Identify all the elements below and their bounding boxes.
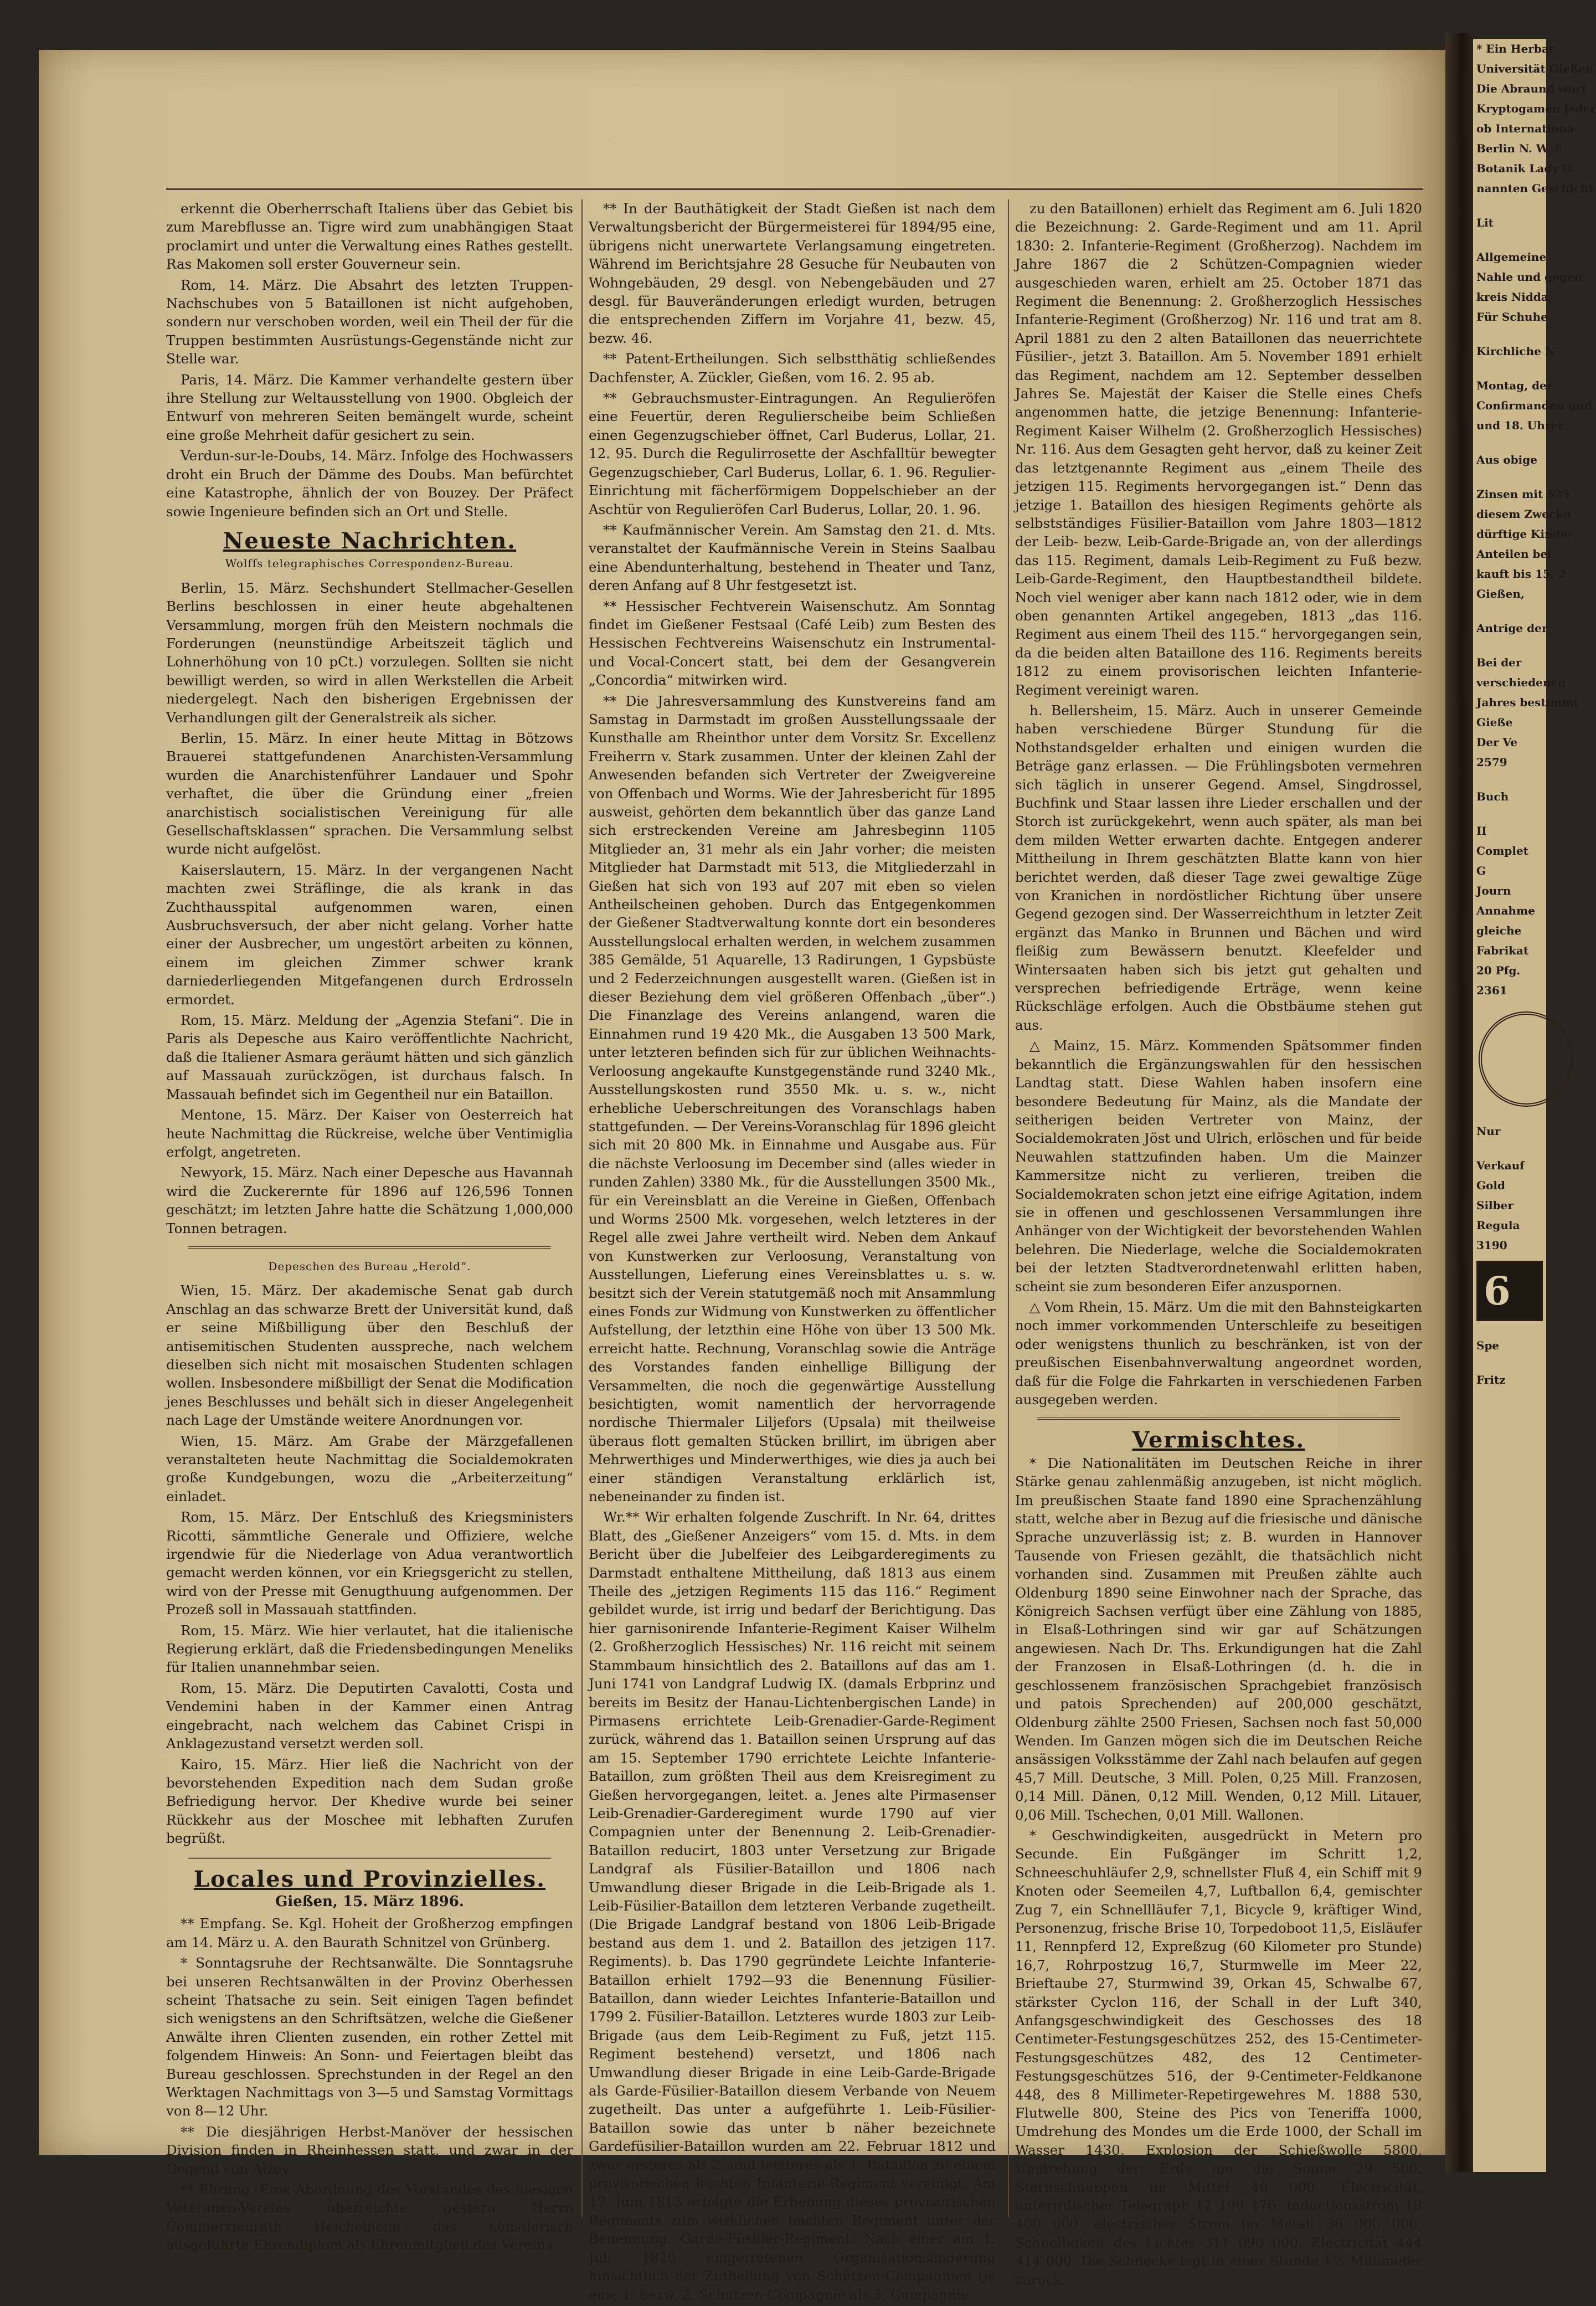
header-rule <box>166 188 1423 190</box>
adjacent-page-text: Zinsen mit 525 <box>1476 487 1570 501</box>
adjacent-page-text: Berlin N. W. 6 <box>1476 142 1562 155</box>
adjacent-page-text: Anteilen bei <box>1476 547 1552 561</box>
article-paragraph: Wr.** Wir erhalten folgende Zuschrift. In Nr. 64, drittes Blatt, des „Gießener Anzeigers“ vom 15. d. Mts. in dem Bericht über die Jubelfeier des Leibgarderegiments zu Darmstadt enthaltene Mittheilung, daß 1813 aus einem Theile des „jetzigen Regiments 115 das 116.“ Regiment gebildet wurde, ist irrig und bedarf der Berichtigung. Das hier garnisonirende Infanterie-Regiment Kaiser Wilhelm (2. Großherzoglich Hessisches) Nr. 116 reicht mit seinem Stammbaum hinsichtlich des 2. Bataillons auf das am 1. Juni 1741 von Landgraf Ludwig IX. (damals Erbprinz und bereits im Besitz der Hanau-Lichtenbergischen Lande) in Pirmasens errichtete Leib-Grenadier-Garde-Regiment zurück, während das 1. Bataillon seinen Ursprung auf das am 15. September 1790 errichtete Leichte Infanterie-Bataillon, zum größten Theil aus dem Kreisregiment zu Gießen hervorgegangen, leitet. a. Jenes alte Pirmasenser Leib-Grenadier-Garderegiment wurde 1790 auf vier Compagnien unter der Benennung 2. Leib-Grenadier-Bataillon reducirt, 1803 unter Versetzung zur Brigade Landgraf als Füsilier-Bataillon und 1806 nach Umwandlung dieser Brigade in die Leib-Brigade als 1. Leib-Füsilier-Bataillon dem letzteren Verbande zugetheilt. (Die Brigade Landgraf bestand von 1806 Leib-Brigade bestand aus dem 1. und 2. Bataillon des jetzigen 117. Regiments). b. Das 1790 gegründete Leichte Infanterie-Bataillon erhielt 1792—93 die Benennung Füsilier-Bataillon, dann wieder Leichtes Infanterie-Bataillon und 1799 2. Füsilier-Bataillon. Letzteres wurde 1803 zur Leib-Brigade (aus dem Leib-Regiment zu Fuß, jetzt 115. Regiment bestehend) versetzt, und 1806 nach Umwandlung dieser Brigade in eine Leib-Garde-Brigade als Garde-Füsilier-Bataillon diesem Verbande von Neuem zugetheilt. Das unter a aufgeführte 1. Leib-Füsilier-Bataillon sowie das unter b näher bezeichnete Gardefüsilier-Bataillon wurden am 22. Februar 1812 und zwar ersteres als 2. und letzteres als 1. Bataillon zu einem provisorischen leichten Infanterie-Regiment vereinigt. Am 17. Juni 1813 erfolgte die Erhebung dieses provisorischen Regiments zum wirklichen leichten Regiment unter der Benennung: Garde-Füsilier-Regiment. Nach einer am 1. Juli 1820 eingetretenen Organisationsänderung hinsichtlich der Zutheilung von Schützen-Compagnien (je eine 1. bezw. 2. Schützen-Compagnie als 5. Compagnie <box>589 1509 996 2303</box>
adjacent-page-text: nannten Geschicht <box>1476 182 1594 195</box>
article-paragraph: * Geschwindigkeiten, ausgedrückt in Metern pro Secunde. Ein Fußgänger im Schritt 1,2, Schneeschuhläufer 2,9, schnellster Fluß 4, ein Schiff mit 9 Knoten oder Seemeilen 4,7, Luftballon 6,4, gemischter Zug 7, ein Schnellläufer 7,1, Bicycle 9, kräftiger Wind, Personenzug, frische Brise 10, Torpedoboot 11,5, Eisläufer 11, Rennpferd 12, Expreßzug (60 Kilometer pro Stunde) 16,7, Rohrpostzug 16,7, Sturmwelle im Meer 22, Brieftaube 27, Sturmwind 39, Orkan 45, Schwalbe 67, stärkster Cyclon 116, der Schall in der Luft 340, Anfangsgeschwindigkeit des Geschosses des 18 Centimeter-Festungsgeschützes 252, des 15-Centimeter-Festungsgeschützes 482, des 12 Centimeter-Festungsgeschützes 516, der 9-Centimeter-Feldkanone 448, des 8 Millimeter-Repetirgewehres M. 1888 530, Flutwelle 800, Steine des Pics von Teneriffa 1000, Umdrehung des Mondes um die Erde 1000, der Schall im Wasser 1430, Explosion der Schießwolle 5800, Umdrehung der Erde um die Sonne 29 500, Sternschnuppen im Mittel 40 000, Electricität, unterirdischer Telegraph 12 190 476, Inductionsstrom 18 400 000, electrischer Strom im Metall 36 000 000, Schnelligkeit des Lichtes 311 090 000, Electricität 444 414 000. Die Schnecke legt in einer Stunde 1½ Millimeter zurück. <box>1015 1827 1422 2288</box>
adjacent-page-text: Jahres bestimmt <box>1476 696 1579 709</box>
column-rule <box>581 199 583 2217</box>
adjacent-page-text: 20 Pfg. <box>1476 964 1521 977</box>
adjacent-page-text: Antrige der <box>1476 622 1548 635</box>
adjacent-page-text: II <box>1476 824 1487 838</box>
adjacent-page-text: Fritz <box>1476 1373 1506 1386</box>
adjacent-page-text: Verkauf <box>1476 1159 1525 1172</box>
adjacent-page-text: Für Schuhe <box>1476 310 1548 323</box>
adjacent-page-text: Nur <box>1476 1124 1501 1138</box>
section-heading: Locales und Provinzielles. <box>193 1866 546 1892</box>
adjacent-page-text: 3190 <box>1476 1239 1507 1252</box>
article-paragraph: Rom, 15. März. Meldung der „Agenzia Stefani“. Die in Paris als Depesche aus Kairo veröffentlichte Nachricht, daß die Italiener Asmara geräumt hätten und sich gänzlich auf Massauah zurückzögen, ist durchaus falsch. In Massauah befindet sich im Gegentheil nur ein Bataillon. <box>166 1012 573 1102</box>
article-paragraph: ** Gebrauchsmuster-Eintragungen. An Regulieröfen eine Feuertür, deren Regulierscheibe beim Schließen einen Gegenzugschieber öffnet, Carl Buderus, Lollar, 21. 12. 95. Durch die Regulirrosette der Aschfalltür bewegter Gegenzugschieber, Carl Buderus, Lollar, 6. 1. 96. Regulier-Einrichtung mit fächerförmigem Doppelschieber an der Aschtür von Regulieröfen Carl Buderus, Lollar, 20. 1. 96. <box>589 390 996 517</box>
adjacent-page-text: Allgemeine <box>1476 250 1547 264</box>
section-subheading: Wolffs telegraphisches Correspondenz-Bureau. <box>225 557 514 571</box>
adjacent-page-text: Aus obige <box>1476 453 1537 466</box>
adjacent-page-text: ob Internationa <box>1476 122 1574 135</box>
article-paragraph: * Die Nationalitäten im Deutschen Reiche in ihrer Stärke genau zahlenmäßig anzugeben, ist nicht möglich. Im preußischen Staate fand 1890 eine Sprachenzählung statt, welche aber in Bezug auf die friesische und dänische Sprache unzuverlässig ist; z. B. wurden in Hannover Tausende von Friesen gezählt, die thatsächlich nicht vorhanden sind. Zusammen mit Preußen zählte auch Oldenburg 1890 seine Einwohner nach der Sprache, das Königreich Sachsen verfügt über eine Zählung von 1885, in Elsaß-Lothringen sind wir gar auf Schätzungen angewiesen. Nach Dr. Ths. Erkundigungen hat die Zahl der Franzosen in Elsaß-Lothringen (d. h. die in geschlossenem französischen Sprachgebiet französisch und patois Sprechenden) auf 200,000 geschätzt, Oldenburg zählte 2500 Friesen, Sachsen noch fast 50,000 Wenden. Im Ganzen mögen sich die im Deutschen Reiche ansässigen Volksstämme der Zahl nach belaufen auf gegen 45,7 Mill. Deutsche, 3 Mill. Polen, 0,25 Mill. Franzosen, 0,14 Mill. Dänen, 0,12 Mill. Wenden, 0,12 Mill. Litauer, 0,06 Mill. Tschechen, 0,01 Mill. Wallonen. <box>1015 1455 1422 1823</box>
adjacent-page-text: Bei der <box>1476 656 1522 669</box>
section-heading: Neueste Nachrichten. <box>223 527 517 554</box>
adjacent-page-text: diesem Zwecke <box>1476 507 1571 521</box>
article-paragraph: ** In der Bauthätigkeit der Stadt Gießen ist nach dem Verwaltungsbericht der Bürgermeisterei für 1894/95 eine, übrigens nicht unerwartete Verlangsamung eingetreten. Während im Berichtsjahre 28 Gesuche für Neubauten von Wohngebäuden, 29 desgl. von Nebengebäuden und 27 desgl. für Bauveränderungen erledigt wurden, betrugen die entsprechenden Ziffern im Vorjahre 41, bezw. 45, bezw. 46. <box>589 201 996 346</box>
article-paragraph: Rom, 15. März. Wie hier verlautet, hat die italienische Regierung erklärt, daß die Friedensbedingungen Meneliks für Italien unannehmbar seien. <box>166 1622 573 1676</box>
article-paragraph: Wien, 15. März. Am Grabe der Märzgefallenen veranstalteten heute Nachmittag die Socialdemokraten große Kundgebungen, wozu die „Arbeiterzeitung“ einladet. <box>166 1432 573 1504</box>
article-paragraph: Rom, 15. März. Der Entschluß des Kriegsministers Ricotti, sämmtliche Generale und Offiziere, welche irgendwie für die Niederlage von Adua verantwortlich gemacht werden können, vor ein Kriegsgericht zu stellen, wird von der Presse mit Genugthuung aufgenommen. Der Prozeß soll in Massauah stattfinden. <box>166 1509 573 1618</box>
section-subheading: Depeschen des Bureau „Herold“. <box>268 1259 471 1273</box>
article-paragraph: ** Ehrung. Eine Abordnung des Vorstandes des hiesigen Veteranen-Vereins überreichte gestern Herrn Commerzienrath Heichelheim das künstlerisch ausgeführte Ehrendiplom als Ehrenmitglied des Vereins. <box>166 2181 573 2253</box>
adjacent-page-text: Die Abraund wurf <box>1476 82 1587 95</box>
article-paragraph: Paris, 14. März. Die Kammer verhandelte gestern über ihre Stellung zur Weltausstellung von 1900. Obgleich der Entwurf von mehreren Seiten bemängelt wurde, scheint eine große Mehrheit dafür gesichert zu sein. <box>166 371 573 443</box>
article-paragraph: ** Die Jahresversammlung des Kunstvereins fand am Samstag in Darmstadt im großen Ausstellungssaale der Kunsthalle am Rheinthor unter dem Vorsitz Sr. Excellenz Freiherrn v. Stark zusammen. Unter der kleinen Zahl der Anwesenden befanden sich Vertreter der Zweigvereine von Offenbach und Worms. Wie der Jahresbericht für 1895 ausweist, gehörten dem bekanntlich über das ganze Land sich erstreckenden Vereine am Jahresbeginn 1105 Mitglieder an, 31 mehr als ein Jahr vorher; die meisten Mitglieder hat Darmstadt mit 513, die Mitgliederzahl in Gießen hat sich von 193 auf 207 mit eben so vielen Antheilscheinen gehoben. Durch das Entgegenkommen der Gießener Stadtverwaltung konnte dort ein besonderes Ausstellungslocal erhalten werden, in welchem zusammen 385 Gemälde, 51 Aquarelle, 13 Radirungen, 1 Gypsbüste und 2 Federzeichnungen ausgestellt waren. (Gießen ist in dieser Beziehung dem viel größeren Offenbach „über“.) Die Finanzlage des Vereins anlangend, waren die Einnahmen rund 19 420 Mk., die Ausgaben 13 500 Mark, unter letzteren befinden sich für zur üblichen Weihnachts-Verloosung angekaufte Kunstgegenstände rund 3240 Mk., Ausstellungskosten rund 3550 Mk. u. s. w., nicht erhebliche Ueberschreitungen des Voranschlags haben stattgefunden. — Der Vereins-Voranschlag für 1896 gleicht sich mit 20 800 Mk. in Einnahme und Ausgabe aus. Für die nächste Verloosung im December sind (alles wieder in runden Zahlen) 3380 Mk., für die Ausstellungen 3500 Mk., für ein Vereinsblatt an die Vereine in Gießen, Offenbach und Worms 2500 Mk. vorgesehen, welch letzteres in der Regel alle zwei Jahre vertheilt wird. Neben dem Ankauf von Kunstwerken zur Verloosung, Veranstaltung von Ausstellungen, Lieferung eines Vereinsblattes u. s. w. besitzt sich der Verein statutgemäß noch mit Ansammlung eines Fonds zur Widmung von Kunstwerken zu öffentlicher Aufstellung, der letzthin eine Höhe von über 13 500 Mk. erreicht hatte. Rechnung, Voranschlag sowie die Anträge des Vorstandes fanden einhellige Billigung der Versammelten, die noch die gegenwärtige Ausstellung besichtigten, womit namentlich der hervorragende nordische Thiermaler Liljefors (Upsala) mit theilweise überaus flott gemalten Stücken brillirt, im übrigen aber Mehrwerthiges und Minderwerthiges, wie dies ja auch bei einer ständigen Veranstaltung erklärlich ist, nebeneinander zu finden ist. <box>589 692 996 1505</box>
binding-gutter <box>1445 33 1473 2172</box>
adjacent-page-text: Montag, der <box>1476 379 1553 392</box>
adjacent-page-text: Lit <box>1476 216 1494 229</box>
dateline: Gießen, 15. März 1896. <box>275 1893 464 1910</box>
adjacent-page-text: verschiedenen <box>1476 676 1566 689</box>
adjacent-page-text: kreis Nidda, <box>1476 290 1552 304</box>
adjacent-page-text: Fabrikat <box>1476 944 1529 957</box>
separator-rule <box>1037 1418 1400 1420</box>
adjacent-page-text: gleiche <box>1476 924 1522 937</box>
adjacent-page-text: Journ <box>1476 884 1511 897</box>
adjacent-page-text: Spe <box>1476 1339 1500 1352</box>
article-paragraph: Berlin, 15. März. In einer heute Mittag in Bötzows Brauerei stattgefundenen Anarchisten-Versammlung wurden die Anarchistenführer Landauer und Spohr verhaftet, die über die Gründung einer „freien anarchistisch socialistischen Vereinigung für alle Gesellschaftsklassen“ sprachen. Die Versammlung selbst wurde nicht aufgelöst. <box>166 730 573 857</box>
adjacent-page-text: Confirmanden und <box>1476 399 1592 412</box>
adjacent-page-text: Botanik Lady D. <box>1476 162 1576 175</box>
advertisement-block: 6 <box>1476 1261 1543 1321</box>
adjacent-page-text: kauft bis 15. 2 <box>1476 567 1566 581</box>
adjacent-page-text: 2361 <box>1476 984 1507 997</box>
article-paragraph: ** Patent-Ertheilungen. Sich selbstthätig schließendes Dachfenster, A. Zückler, Gießen, vom 16. 2. 95 ab. <box>589 351 996 386</box>
article-paragraph: ** Kaufmännischer Verein. Am Samstag den 21. d. Mts. veranstaltet der Kaufmännische Verein in Steins Saalbau eine Abendunterhaltung, bestehend in Theater und Tanz, deren Anfang auf 8 Uhr festgesetzt ist. <box>589 521 996 594</box>
adjacent-page-text: Universität Gießen <box>1476 62 1594 75</box>
article-paragraph: Kaiserslautern, 15. März. In der vergangenen Nacht machten zwei Sträflinge, die als krank in das Zuchthausspital aufgenommen waren, einen Ausbruchsversuch, der aber nicht gelang. Vorher hatte einer der Ausbrecher, um ungestört arbeiten zu können, einem im gleichen Zimmer schwer krank darniederliegenden Mitgefangenen durch Erdrosseln ermordet. <box>166 861 573 1008</box>
column-3 <box>1015 199 1422 2291</box>
article-paragraph: Kairo, 15. März. Hier ließ die Nachricht von der bevorstehenden Expedition nach dem Sudan große Befriedigung hervor. Der Khedive wurde bei seiner Rückkehr aus der Moschee mit lebhaften Zurufen begrüßt. <box>166 1756 573 1847</box>
adjacent-page-text: Kirchliche N <box>1476 345 1556 358</box>
adjacent-page-text: und 18. Uhrer <box>1476 419 1564 432</box>
adjacent-page-text: Complet <box>1476 844 1528 857</box>
article-paragraph: Rom, 14. März. Die Absahrt des letzten Truppen-Nachschubes von 5 Bataillonen ist nicht aufgehoben, sondern nur verschoben worden, weil ein Theil der für die Truppen bestimmten Ausrüstungs-Gegenstände nicht zur Stelle war. <box>166 276 573 367</box>
article-paragraph: Newyork, 15. März. Nach einer Depesche aus Havannah wird die Zuckerernte für 1896 auf 126,596 Tonnen geschätzt; im letzten Jahre hatte die Schätzung 1,000,000 Tonnen betragen. <box>166 1164 573 1236</box>
article-paragraph: ** Die diesjährigen Herbst-Manöver der hessischen Division finden in Rheinhessen statt, und zwar in der Gegend von Alzey. <box>166 2123 573 2177</box>
column-1 <box>166 199 573 2257</box>
adjacent-page-text: G <box>1476 864 1486 877</box>
adjacent-page-text: Nahle und gegen <box>1476 270 1583 284</box>
article-paragraph: △ Vom Rhein, 15. März. Um die mit den Bahnsteigkarten noch immer vorkommenden Unterschleife zu beseitigen oder wenigstens thunlich zu beschränken, ist von der preußischen Eisenbahnverwaltung angeordnet worden, daß für die Folge die Fahrkarten in verschiedenen Farben ausgegeben werden. <box>1015 1298 1422 1408</box>
adjacent-page-text: Annahme <box>1476 904 1535 917</box>
separator-rule <box>188 1857 551 1859</box>
article-paragraph: erkennt die Oberherrschaft Italiens über das Gebiet bis zum Marebflusse an. Tigre wird zum unabhängigen Staat proclamirt und unter die Verwaltung eines Rathes gestellt. Ras Makomen soll erster Gouverneur sein. <box>166 201 573 273</box>
adjacent-page-text: Regula <box>1476 1219 1520 1232</box>
article-paragraph: ** Empfang. Se. Kgl. Hoheit der Großherzog empfingen am 14. März u. A. den Baurath Schnitzel von Grünberg. <box>166 1915 573 1950</box>
adjacent-page-text: Silber <box>1476 1199 1513 1212</box>
column-2 <box>589 199 996 2306</box>
article-paragraph: Wien, 15. März. Der akademische Senat gab durch Anschlag an das schwarze Brett der Universität kund, daß er seine Mißbilligung über den Beschluß der antisemitischen Studenten ausspreche, nach welchem dieselben sich nicht mit mosaischen Studenten schlagen wollen. Insbesondere mißbilligt der Senat die Modification jenes Beschlusses und behält sich in dieser Angelegenheit nach Lage der Umstände weitere Anordnungen vor. <box>166 1282 573 1429</box>
article-paragraph: * Sonntagsruhe der Rechtsanwälte. Die Sonntagsruhe bei unseren Rechtsanwälten in der Provinz Oberhessen scheint Thatsache zu sein. Seit einigen Tagen befindet sich wenigstens an den Schriftsätzen, welche die Gießener Anwälte ihren Clienten zusenden, ein rother Zettel mit folgendem Hinweis: An Sonn- und Feiertagen bleibt das Bureau geschlossen. Sprechstunden in der Regel an den Werktagen Nachmittags von 3—5 und Samstag Vormittags von 8—12 Uhr. <box>166 1955 573 2119</box>
article-paragraph: h. Bellersheim, 15. März. Auch in unserer Gemeinde haben verschiedene Bürger Stundung für die Nothstandsgelder erhalten und einigen wurden die Beträge ganz erlassen. — Die Frühlingsboten vermehren sich täglich in unserer Gegend. Amsel, Singdrossel, Buchfink und Staar lassen ihre Lieder erschallen und der Storch ist zurückgekehrt, wenn auch später, als man bei dem milden Wetter erwarten dachte. Entgegen anderer Mittheilung in Ihrem geschätzten Blatte kann von hier berichtet werden, daß dieser Tage zwei gewaltige Züge von Kranichen in nordöstlicher Richtung über unsere Gegend gezogen sind. Der Wasserreichthum in letzter Zeit ergänzt das Manko in Brunnen und Bächen und wird fleißig zum Bewässern benutzt. Kleefelder und Wintersaaten haben sich bis jetzt gut gehalten und versprechen befriedigende Erträge, wenn keine Rückschläge erfolgen. Auch die Obstbäume stehen gut aus. <box>1015 702 1422 1033</box>
adjacent-page-text: * Ein Herbar <box>1476 42 1555 55</box>
adjacent-page-text: Kryptogamen jeder <box>1476 102 1596 115</box>
article-paragraph: zu den Bataillonen) erhielt das Regiment am 6. Juli 1820 die Bezeichnung: 2. Garde-Regiment und am 11. April 1830: 2. Infanterie-Regiment (Großherzog). Nachdem im Jahre 1867 die 2 Schützen-Compagnien wieder ausgeschieden waren, erhielt am 25. October 1871 das Regiment die Benennung: 2. Großherzoglich Hessisches Infanterie-Regiment (Großherzog) Nr. 116 und trat am 8. April 1881 zu den 2 alten Bataillonen das neuerrichtete Füsilier-, jetzt 3. Bataillon. Am 5. November 1891 erhielt das Regiment, nachdem am 12. September desselben Jahres Se. Majestät der Kaiser die Stelle eines Chefs angenommen hatte, die jetzige Benennung: Infanterie-Regiment Kaiser Wilhelm (2. Großherzoglich Hessisches) Nr. 116. Aus dem Gesagten geht hervor, daß zu keiner Zeit das letztgenannte Regiment aus „einem Theile des jetzigen 115. Regiments hervorgegangen ist.“ Denn das jetzige 1. Bataillon des hiesigen Regiments gehörte als selbstständiges Füsilier-Bataillon vom Jahre 1803—1812 der Leib- bezw. Leib-Garde-Brigade an, von der allerdings das 115. Regiment, damals Leib-Regiment zu Fuß bezw. Leib-Garde-Regiment, den Hauptbestandtheil bildete. Noch viel weniger aber kann nach 1812 oder, wie in dem oben genannten Artikel angegeben, 1813 „das 116. Regiment aus einem Theil des 115.“ hervorgegangen sein, da die beiden alten Bataillone des 116. Regiments bereits 1812 zu einem provisorischen leichten Infanterie-Regiment vereinigt waren. <box>1015 201 1422 698</box>
adjacent-page-strip <box>1473 39 1596 2172</box>
adjacent-page-text: 2579 <box>1476 756 1507 769</box>
article-paragraph: Verdun-sur-le-Doubs, 14. März. Infolge des Hochwassers droht ein Bruch der Dämme des Doubs. Man befürchtet eine Katastrophe, ähnlich der von Bouzey. Der Präfect sowie Ingenieure befinden sich an Ort und Stelle. <box>166 448 573 520</box>
adjacent-page-text: Gieße <box>1476 716 1513 729</box>
column-rule <box>1008 199 1009 2217</box>
circular-trademark-seal <box>1479 1011 1574 1107</box>
article-paragraph: △ Mainz, 15. März. Kommenden Spätsommer finden bekanntlich die Ergänzungswahlen für den hessischen Landtag statt. Diese Wahlen haben insofern eine besondere Bedeutung für Mainz, als die Mandate der seitherigen beiden Vertreter von Mainz, der Socialdemokraten Jöst und Ulrich, erlöschen und für beide Neuwahlen stattzufinden haben. Um die Mainzer Kammersitze nicht zu verlieren, treiben die Socialdemokraten schon jetzt eine eifrige Agitation, indem sie in offenen und geschlossenen Versammlungen ihre Anhänger von der Wichtigkeit der bevorstehenden Wahlen belehren. Die Niederlage, welche die Socialdemokraten bei der letzten Stadtverordnetenwahl erlitten haben, scheint sie zum besonderen Eifer anzuspornen. <box>1015 1038 1422 1295</box>
section-heading: Vermischtes. <box>1132 1427 1305 1454</box>
adjacent-page-text: Gießen, <box>1476 587 1525 600</box>
adjacent-page-text: Buch <box>1476 790 1509 803</box>
separator-rule <box>188 1246 551 1249</box>
adjacent-page-text: dürftige Kinder <box>1476 527 1573 541</box>
adjacent-page-text: Gold <box>1476 1179 1506 1192</box>
article-paragraph: Mentone, 15. März. Der Kaiser von Oesterreich hat heute Nachmittag die Rückreise, welche über Ventimiglia erfolgt, angetreten. <box>166 1107 573 1160</box>
article-paragraph: ** Hessischer Fechtverein Waisenschutz. Am Sonntag findet im Gießener Festsaal (Café Leib) zum Besten des Hessischen Fechtvereins Waisenschutz ein Instrumental- und Vocal-Concert statt, bei dem der Gesangverein „Concordia“ mitwirken wird. <box>589 598 996 689</box>
article-paragraph: Rom, 15. März. Die Deputirten Cavalotti, Costa und Vendemini haben in der Kammer einen Antrag eingebracht, nach welchem das Cabinet Crispi in Anklagezustand versetzt werden soll. <box>166 1680 573 1752</box>
adjacent-page-text: Der Ve <box>1476 736 1517 749</box>
article-paragraph: Berlin, 15. März. Sechshundert Stellmacher-Gesellen Berlins beschlossen in einer heute abgehaltenen Versammlung, morgen früh den Meistern nochmals die Forderungen (neunstündige Arbeitszeit täglich und Lohnerhöhung von 10 pCt.) vorzulegen. Sollten sie nicht bewilligt werden, so wird in allen Werkstellen die Arbeit niedergelegt. Nach den bisherigen Ergebnissen der Verhandlungen gilt der Generalstreik als sicher. <box>166 579 573 726</box>
